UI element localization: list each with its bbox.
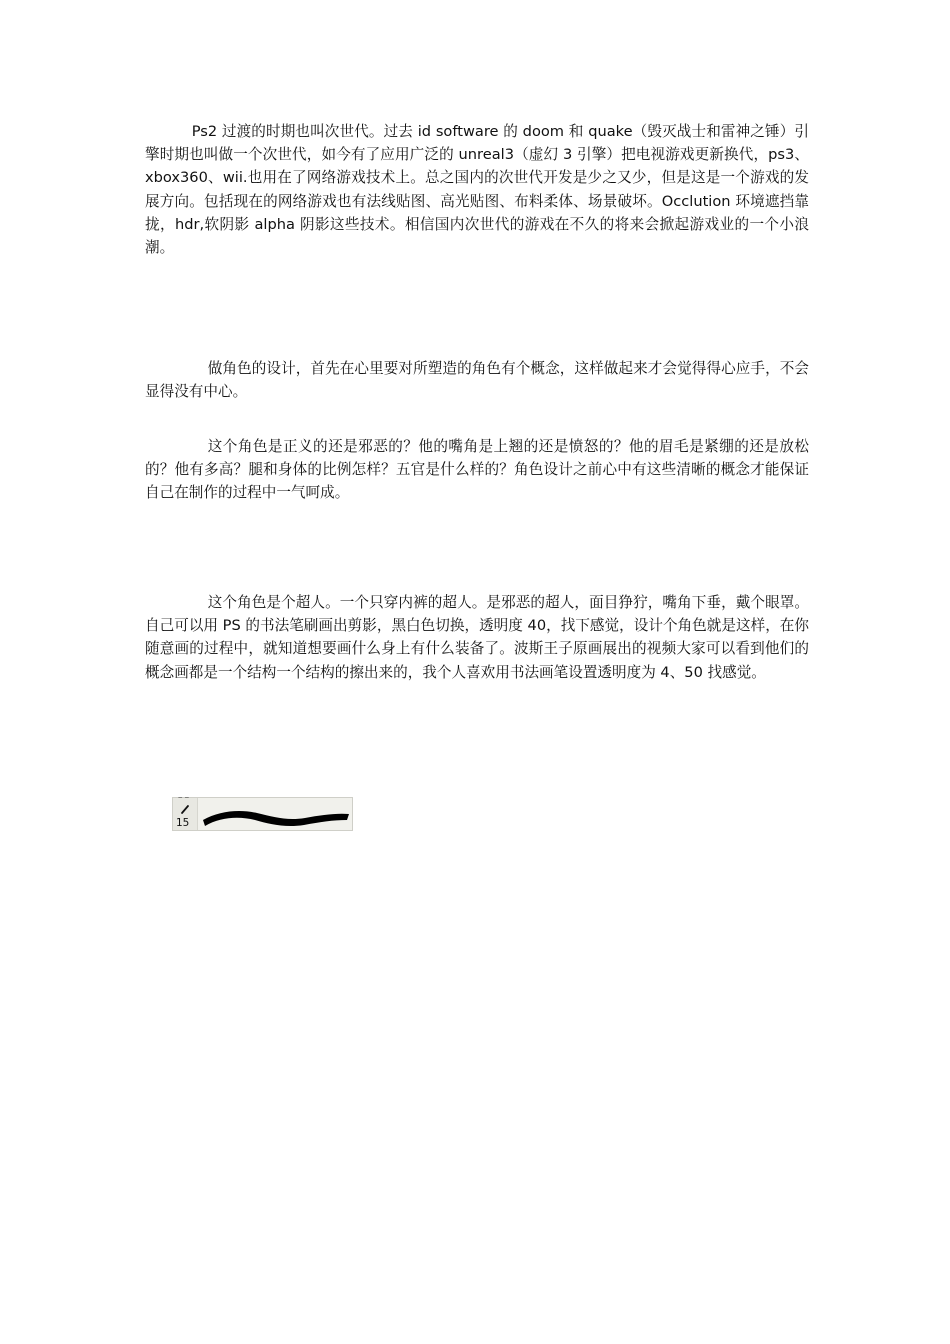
brush-preset-preview [172,797,353,831]
brush-tip-icon [179,803,191,815]
paragraph-character-questions: 这个角色是正义的还是邪恶的？他的嘴角是上翘的还是愤怒的？他的眉毛是紧绷的还是放松的？他有多高？腿和身体的比例怎样？五官是什么样的？角色设计之前心中有这些清晰的概念才能保证自己在制作的过程中一气呵成。 [145,438,809,502]
brush-size-label: 15 [176,817,190,829]
paragraph-next-gen: Ps2 过渡的时期也叫次世代。过去 id software 的 doom 和 quake（毁灭战士和雷神之锤）引擎时期也叫做一个次世代，如今有了应用广泛的 unreal3（虚幻 3 引擎）把电视游戏更新换代，ps3、xbox360、wii.也用在了网络游戏技术上。总之国内的次世代开发是少之又少，但是这是一个游戏的发展方向。包括现在的网络游戏也有法线贴图、高光贴图、布料柔体、场景破坏。Occlution 环境遮挡靠拢，hdr,软阴影 alpha 阴影这些技术。相信国内次世代的游戏在不久的将来会掀起游戏业的一个小浪潮。 [145,123,809,257]
calligraphy-stroke-preview [201,802,351,828]
paragraph-superman-design: 这个角色是个超人。一个只穿内裤的超人。是邪恶的超人，面目狰狞，嘴角下垂，戴个眼罩。自己可以用 PS 的书法笔刷画出剪影，黑白色切换，透明度 40，找下感觉，设计个角色就是这样，在你随意画的过程中，就知道想要画什么身上有什么装备了。波斯王子原画展出的视频大家可以看到他们的概念画都是一个结构一个结构的擦出来的，我个人喜欢用书法画笔设置透明度为 4、50 找感觉。 [145,594,809,681]
brush-preset-side [173,795,198,830]
paragraph-character-concept: 做角色的设计，首先在心里要对所塑造的角色有个概念，这样做起来才会觉得得心应手，不会显得没有中心。 [145,360,809,401]
cropped-marking: ‒ ‒ [178,795,190,799]
